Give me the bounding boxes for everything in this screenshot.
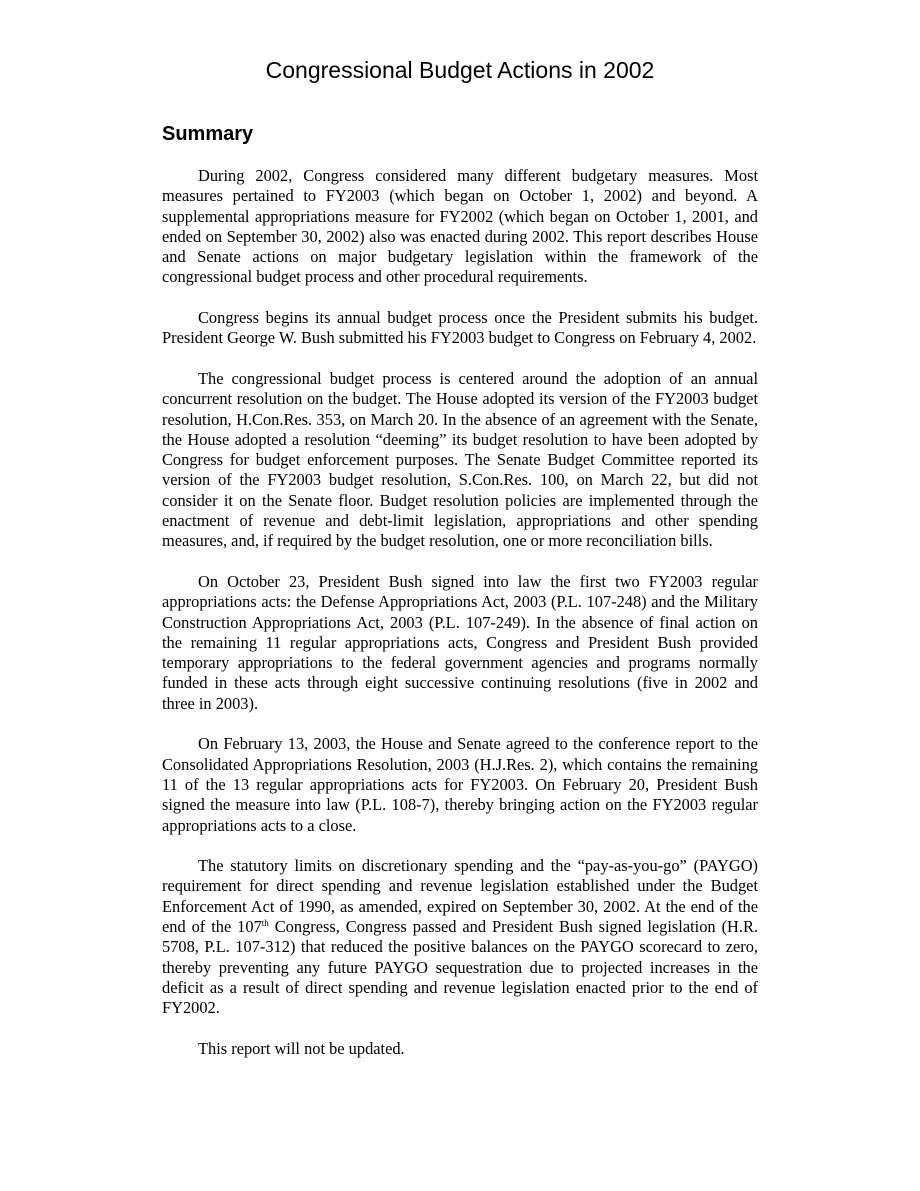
- section-heading-summary: Summary: [162, 123, 254, 145]
- summary-body: [162, 166, 758, 1079]
- summary-paragraph-5: On February 13, 2003, the House and Senate agreed to the conference report to the Consolidated Appropriations Resolution, 2003 (H.J.Res. 2), which contains the remaining 11 of the 13 regular appropriations acts for FY2003. On February 20, President Bush signed the measure into law (P.L. 108-7), thereby bringing action on the FY2003 regular appropriations acts to a close.: [162, 734, 758, 835]
- paragraph-6-text-start: The statutory limits on discretionary spending and the “pay-as-you-go” (PAYGO) requirement for direct spending and revenue legislation established under the Budget Enforcement Act of 1990, as amended, expired on September 30, 2002. At the end of the end of the 107: [162, 856, 758, 936]
- closing-statement: This report will not be updated.: [198, 1038, 405, 1058]
- summary-paragraph-3: The congressional budget process is centered around the adoption of an annual concurrent resolution on the budget. The House adopted its version of the FY2003 budget resolution, H.Con.Res. 353, on March 20. In the absence of an agreement with the Senate, the House adopted a resolution “deeming” its budget resolution to have been adopted by Congress for budget enforcement purposes. The Senate Budget Committee reported its version of the FY2003 budget resolution, S.Con.Res. 100, on March 22, but did not consider it on the Senate floor. Budget resolution policies are implemented through the enactment of revenue and debt-limit legislation, appropriations and other spending measures, and, if required by the budget resolution, one or more reconciliation bills.: [162, 368, 758, 551]
- document-title: Congressional Budget Actions in 2002: [265, 57, 655, 83]
- paragraph-6-text-end: Congress, Congress passed and President Bush signed legislation (H.R. 5708, P.L. 107-312) that reduced the positive balances on the PAYGO scorecard to zero, thereby preventing any future PAYGO sequestration due to projected increases in the deficit as a result of direct spending and revenue legislation enacted prior to the end of FY2002.: [162, 916, 758, 1018]
- summary-paragraph-4: On October 23, President Bush signed into law the first two FY2003 regular appropriations acts: the Defense Appropriations Act, 2003 (P.L. 107-248) and the Military Construction Appropriations Act, 2003 (P.L. 107-249). In the absence of final action on the remaining 11 regular appropriations acts, Congress and President Bush provided temporary appropriations to the federal government agencies and programs normally funded in these acts through eight successive continuing resolutions (five in 2002 and three in 2003).: [162, 571, 758, 713]
- summary-paragraph-6: [162, 856, 758, 1018]
- summary-paragraph-1: During 2002, Congress considered many different budgetary measures. Most measures pertained to FY2003 (which began on October 1, 2002) and beyond. A supplemental appropriations measure for FY2002 (which began on October 1, 2001, and ended on September 30, 2002) also was enacted during 2002. This report describes House and Senate actions on major budgetary legislation within the framework of the congressional budget process and other procedural requirements.: [162, 166, 758, 287]
- ordinal-superscript: th: [261, 917, 269, 928]
- summary-paragraph-2: Congress begins its annual budget process once the President submits his budget. President George W. Bush submitted his FY2003 budget to Congress on February 4, 2002.: [162, 308, 758, 348]
